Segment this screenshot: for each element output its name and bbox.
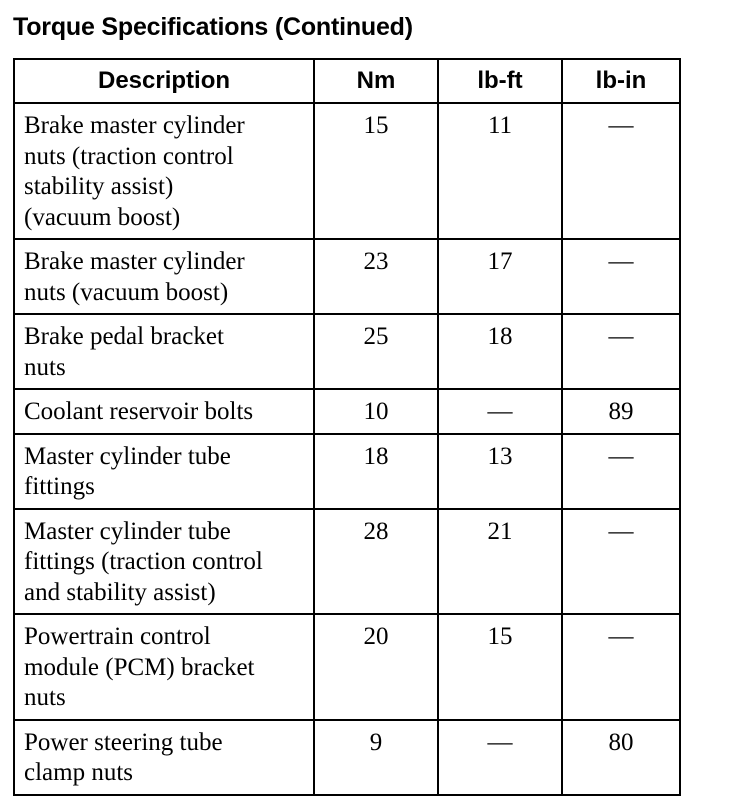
lb-ft-cell: 17 (438, 239, 562, 314)
description-line: Brake master cylinder (24, 248, 245, 275)
description-cell (14, 389, 314, 434)
table-row (14, 434, 680, 509)
description-cell (14, 239, 314, 314)
description-line: nuts (24, 353, 66, 381)
description-cell (14, 314, 314, 389)
lb-ft-cell: 21 (438, 509, 562, 615)
description-cell (14, 614, 314, 720)
lb-in-cell: 80 (562, 720, 680, 795)
nm-cell: 20 (314, 614, 438, 720)
description-line: Brake master cylinder (24, 112, 245, 139)
description-line: nuts (traction control (24, 142, 234, 170)
table-header-row (14, 59, 680, 103)
description-line: nuts (vacuum boost) (24, 278, 229, 306)
column-header-lb-ft: lb-ft (438, 59, 562, 103)
nm-cell: 28 (314, 509, 438, 615)
nm-cell: 25 (314, 314, 438, 389)
torque-spec-table (13, 58, 681, 796)
table-row (14, 509, 680, 615)
lb-in-cell: — (562, 103, 680, 239)
description-cell (14, 434, 314, 509)
lb-in-cell: 89 (562, 389, 680, 434)
description-line: Power steering tube (24, 728, 223, 756)
description-line: Coolant reservoir bolts (24, 398, 254, 425)
column-header-nm: Nm (314, 59, 438, 103)
description-line: stability assist) (24, 173, 174, 200)
description-line: (vacuum boost) (24, 203, 181, 231)
lb-ft-cell: 13 (438, 434, 562, 509)
description-line: Brake pedal bracket (24, 323, 224, 350)
table-row (14, 720, 680, 795)
lb-in-cell: — (562, 509, 680, 615)
description-line: nuts (24, 684, 66, 711)
lb-ft-cell: 15 (438, 614, 562, 720)
nm-cell: 23 (314, 239, 438, 314)
nm-cell: 18 (314, 434, 438, 509)
nm-cell: 9 (314, 720, 438, 795)
table-row (14, 239, 680, 314)
description-cell (14, 720, 314, 795)
description-line: fittings (traction control (24, 548, 263, 575)
table-row (14, 389, 680, 434)
description-line: Master cylinder tube (24, 442, 231, 470)
column-header-description: Description (14, 59, 314, 103)
description-line: Powertrain control (24, 623, 211, 650)
nm-cell: 15 (314, 103, 438, 239)
page-title: Torque Specifications (Continued) (13, 13, 413, 41)
table-row (14, 314, 680, 389)
lb-in-cell: — (562, 614, 680, 720)
lb-ft-cell: — (438, 720, 562, 795)
table-row (14, 103, 680, 239)
lb-ft-cell: 11 (438, 103, 562, 239)
table-row (14, 614, 680, 720)
description-cell (14, 509, 314, 615)
lb-ft-cell: 18 (438, 314, 562, 389)
description-line: module (PCM) bracket (24, 653, 255, 681)
column-header-lb-in: lb-in (562, 59, 680, 103)
description-line: clamp nuts (24, 759, 134, 786)
lb-ft-cell: — (438, 389, 562, 434)
description-line: fittings (24, 473, 95, 500)
description-line: Master cylinder tube (24, 517, 231, 545)
lb-in-cell: — (562, 434, 680, 509)
lb-in-cell: — (562, 314, 680, 389)
description-cell (14, 103, 314, 239)
lb-in-cell: — (562, 239, 680, 314)
description-line: and stability assist) (24, 578, 216, 606)
nm-cell: 10 (314, 389, 438, 434)
